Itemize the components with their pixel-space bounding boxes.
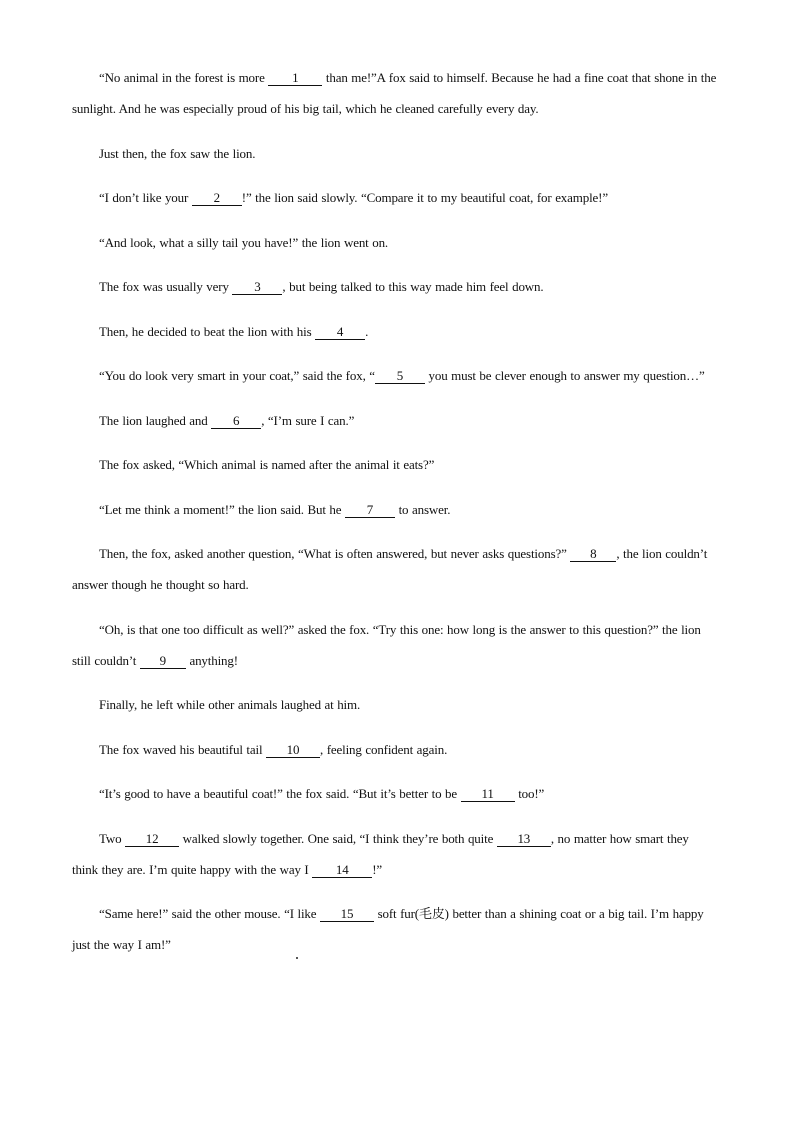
blank-11: 11	[461, 786, 515, 802]
blank-13: 13	[497, 831, 551, 847]
paragraph-7	[72, 360, 717, 391]
paragraph-text: soft fur(毛皮) better than a shining coat or a big tail. I’m happy just the way I am!”	[72, 906, 704, 952]
paragraph-text: .	[365, 323, 369, 339]
paragraph-2	[72, 138, 717, 169]
paragraph-text: “You do look very smart in your coat,” said the fox, “	[99, 368, 375, 383]
paragraph-15	[72, 778, 717, 809]
paragraph-11	[72, 538, 717, 600]
paragraph-6	[72, 316, 717, 347]
paragraph-17	[72, 898, 717, 960]
blank-15: 15	[320, 906, 374, 922]
blank-1: 1	[268, 70, 322, 86]
blank-10: 10	[266, 742, 320, 758]
blank-6: 6	[211, 413, 261, 429]
blank-12: 12	[125, 831, 179, 847]
paragraph-13	[72, 689, 717, 720]
paragraph-text: Then, the fox, asked another question, “What is often answered, but never asks questions?”	[99, 546, 571, 561]
paragraph-text: “Oh, is that one too difficult as well?” asked the fox. “Try this one: how long is the answer to this question?” the lion still couldn’t	[72, 621, 701, 668]
blank-5: 5	[375, 368, 425, 384]
paragraph-text: “I don’t like your	[99, 190, 192, 205]
blank-3: 3	[232, 279, 282, 295]
paragraph-4	[72, 227, 717, 258]
story-document	[72, 62, 717, 960]
paragraph-text: The lion laughed and	[99, 412, 212, 428]
paragraph-text: “And look, what a silly tail you have!” the lion went on.	[99, 234, 389, 250]
blank-2: 2	[192, 190, 242, 206]
paragraph-5	[72, 271, 717, 302]
paragraph-text: Then, he decided to beat the lion with his	[99, 323, 316, 339]
paragraph-text: walked slowly together. One said, “I think they’re both quite	[179, 830, 497, 846]
paragraph-text: you must be clever enough to answer my question…”	[424, 368, 705, 383]
paragraph-text: The fox asked, “Which animal is named after the animal it eats?”	[99, 457, 435, 472]
paragraph-text: Two	[99, 830, 126, 846]
paragraph-text: The fox was usually very	[99, 279, 233, 294]
paragraph-12	[72, 614, 717, 676]
paragraph-14	[72, 734, 717, 765]
paragraph-text: “Same here!” said the other mouse. “I like	[99, 906, 320, 921]
blank-8: 8	[570, 546, 616, 562]
paragraph-text: “It’s good to have a beautiful coat!” the fox said. “But it’s better to be	[99, 786, 461, 801]
paragraph-text: anything!	[185, 652, 238, 668]
paragraph-text: than me!”A fox said to himself. Because he had a fine coat that shone in the sunlight. And he was especially proud of his big tail, which he cleaned carefully every day.	[72, 70, 717, 116]
paragraph-text: Finally, he left while other animals laughed at him.	[99, 697, 361, 712]
paragraph-text: , but being talked to this way made him feel down.	[282, 279, 544, 294]
paragraph-text: The fox waved his beautiful tail	[99, 741, 266, 757]
paragraph-text: too!”	[514, 786, 545, 801]
blank-9: 9	[140, 653, 186, 669]
paragraph-1	[72, 62, 717, 124]
paragraph-text: , “I’m sure I can.”	[261, 412, 355, 428]
paragraph-9	[72, 449, 717, 480]
blank-14: 14	[312, 862, 372, 878]
paragraph-8	[72, 405, 717, 436]
paragraph-text: , the lion couldn’t answer though he thought so hard.	[72, 546, 708, 592]
blank-7: 7	[345, 502, 395, 518]
paragraph-16	[72, 823, 717, 885]
paragraph-text: , no matter how smart they think they are. I’m quite happy with the way I	[72, 830, 689, 877]
paragraph-text: !” the lion said slowly. “Compare it to my beautiful coat, for example!”	[241, 190, 608, 205]
stray-dot-mark	[296, 957, 298, 959]
paragraph-text: Just then, the fox saw the lion.	[99, 145, 256, 161]
paragraph-text: , feeling confident again.	[320, 741, 448, 757]
paragraph-text: “Let me think a moment!” the lion said. But he	[99, 501, 345, 517]
paragraph-text: to answer.	[394, 501, 451, 517]
paragraph-text: “No animal in the forest is more	[99, 70, 269, 85]
paragraph-text: !”	[372, 861, 383, 877]
blank-4: 4	[315, 324, 365, 340]
paragraph-10	[72, 494, 717, 525]
paragraph-3	[72, 182, 717, 213]
